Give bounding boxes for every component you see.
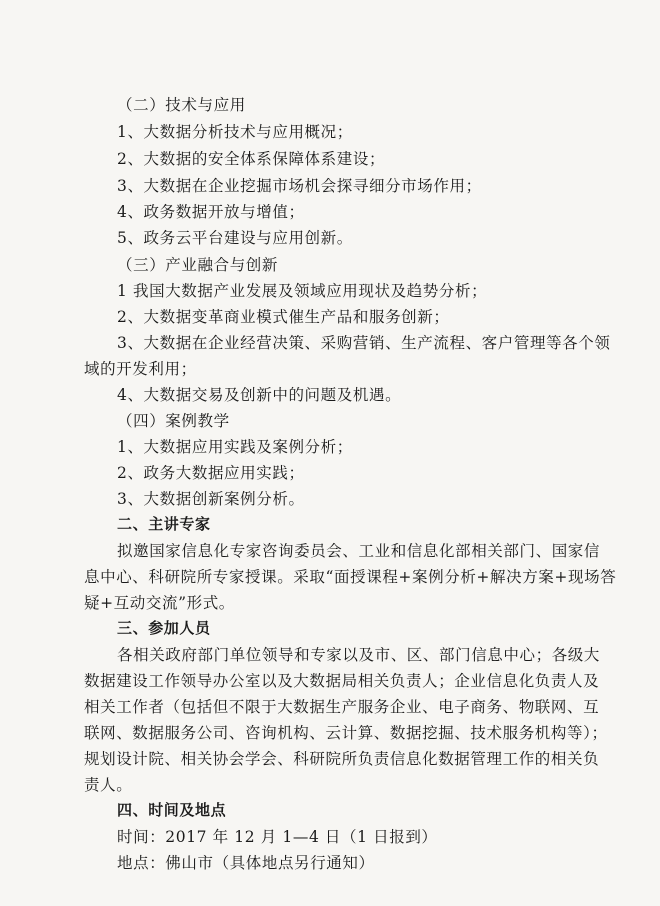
- time-line: 时间：2017 年 12 月 1—4 日（1 日报到）: [117, 828, 438, 846]
- section-heading-time-place: 四、时间及地点: [117, 801, 227, 819]
- paragraph-line: 各相关政府部门单位领导和专家以及市、区、部门信息中心；各级大: [117, 646, 601, 664]
- list-item: 3、大数据在企业挖掘市场机会探寻细分市场作用；: [117, 177, 482, 195]
- paragraph-line: 息中心、科研院所专家授课。采取“面授课程+案例分析+解决方案+现场答: [84, 568, 617, 586]
- paragraph-line: 数据建设工作领导办公室以及大数据局相关负责人；企业信息化负责人及: [84, 672, 600, 690]
- list-item: 2、大数据变革商业模式催生产品和服务创新；: [117, 308, 450, 326]
- list-item: 4、大数据交易及创新中的问题及机遇。: [117, 386, 402, 404]
- paragraph-line: 责人。: [84, 776, 133, 794]
- paragraph-line: 相关工作者（包括但不限于大数据生产服务企业、电子商务、物联网、互: [84, 698, 600, 716]
- section-heading-participants: 三、参加人员: [117, 619, 211, 637]
- section-heading-experts: 二、主讲专家: [117, 515, 211, 533]
- list-item: 3、大数据在企业经营决策、采购营销、生产流程、客户管理等各个领: [117, 334, 611, 352]
- list-item: 2、大数据的安全体系保障体系建设；: [117, 150, 386, 168]
- place-line: 地点：佛山市（具体地点另行通知）: [117, 854, 375, 872]
- list-item: 3、大数据创新案例分析。: [117, 490, 305, 508]
- list-item-continuation: 域的开发利用；: [84, 360, 197, 378]
- list-item: 1 我国大数据产业发展及领域应用现状及趋势分析；: [117, 282, 488, 300]
- section-heading-cases: （四）案例教学: [117, 412, 230, 430]
- paragraph-line: 规划设计院、相关协会学会、科研院所负责信息化数据管理工作的相关负: [84, 750, 600, 768]
- section-heading-technology: （二）技术与应用: [117, 96, 246, 114]
- list-item: 4、政务数据开放与增值；: [117, 203, 305, 221]
- list-item: 1、大数据分析技术与应用概况；: [117, 123, 353, 141]
- list-item: 5、政务云平台建设与应用创新。: [117, 229, 353, 247]
- paragraph-line: 联网、数据服务公司、咨询机构、云计算、数据挖掘、技术服务机构等）；: [84, 724, 608, 742]
- paragraph-line: 疑+互动交流”形式。: [84, 594, 235, 612]
- list-item: 2、政务大数据应用实践；: [117, 464, 305, 482]
- paragraph-line: 拟邀国家信息化专家咨询委员会、工业和信息化部相关部门、国家信: [117, 542, 601, 560]
- list-item: 1、大数据应用实践及案例分析；: [117, 438, 353, 456]
- section-heading-industry: （三）产业融合与创新: [117, 256, 279, 274]
